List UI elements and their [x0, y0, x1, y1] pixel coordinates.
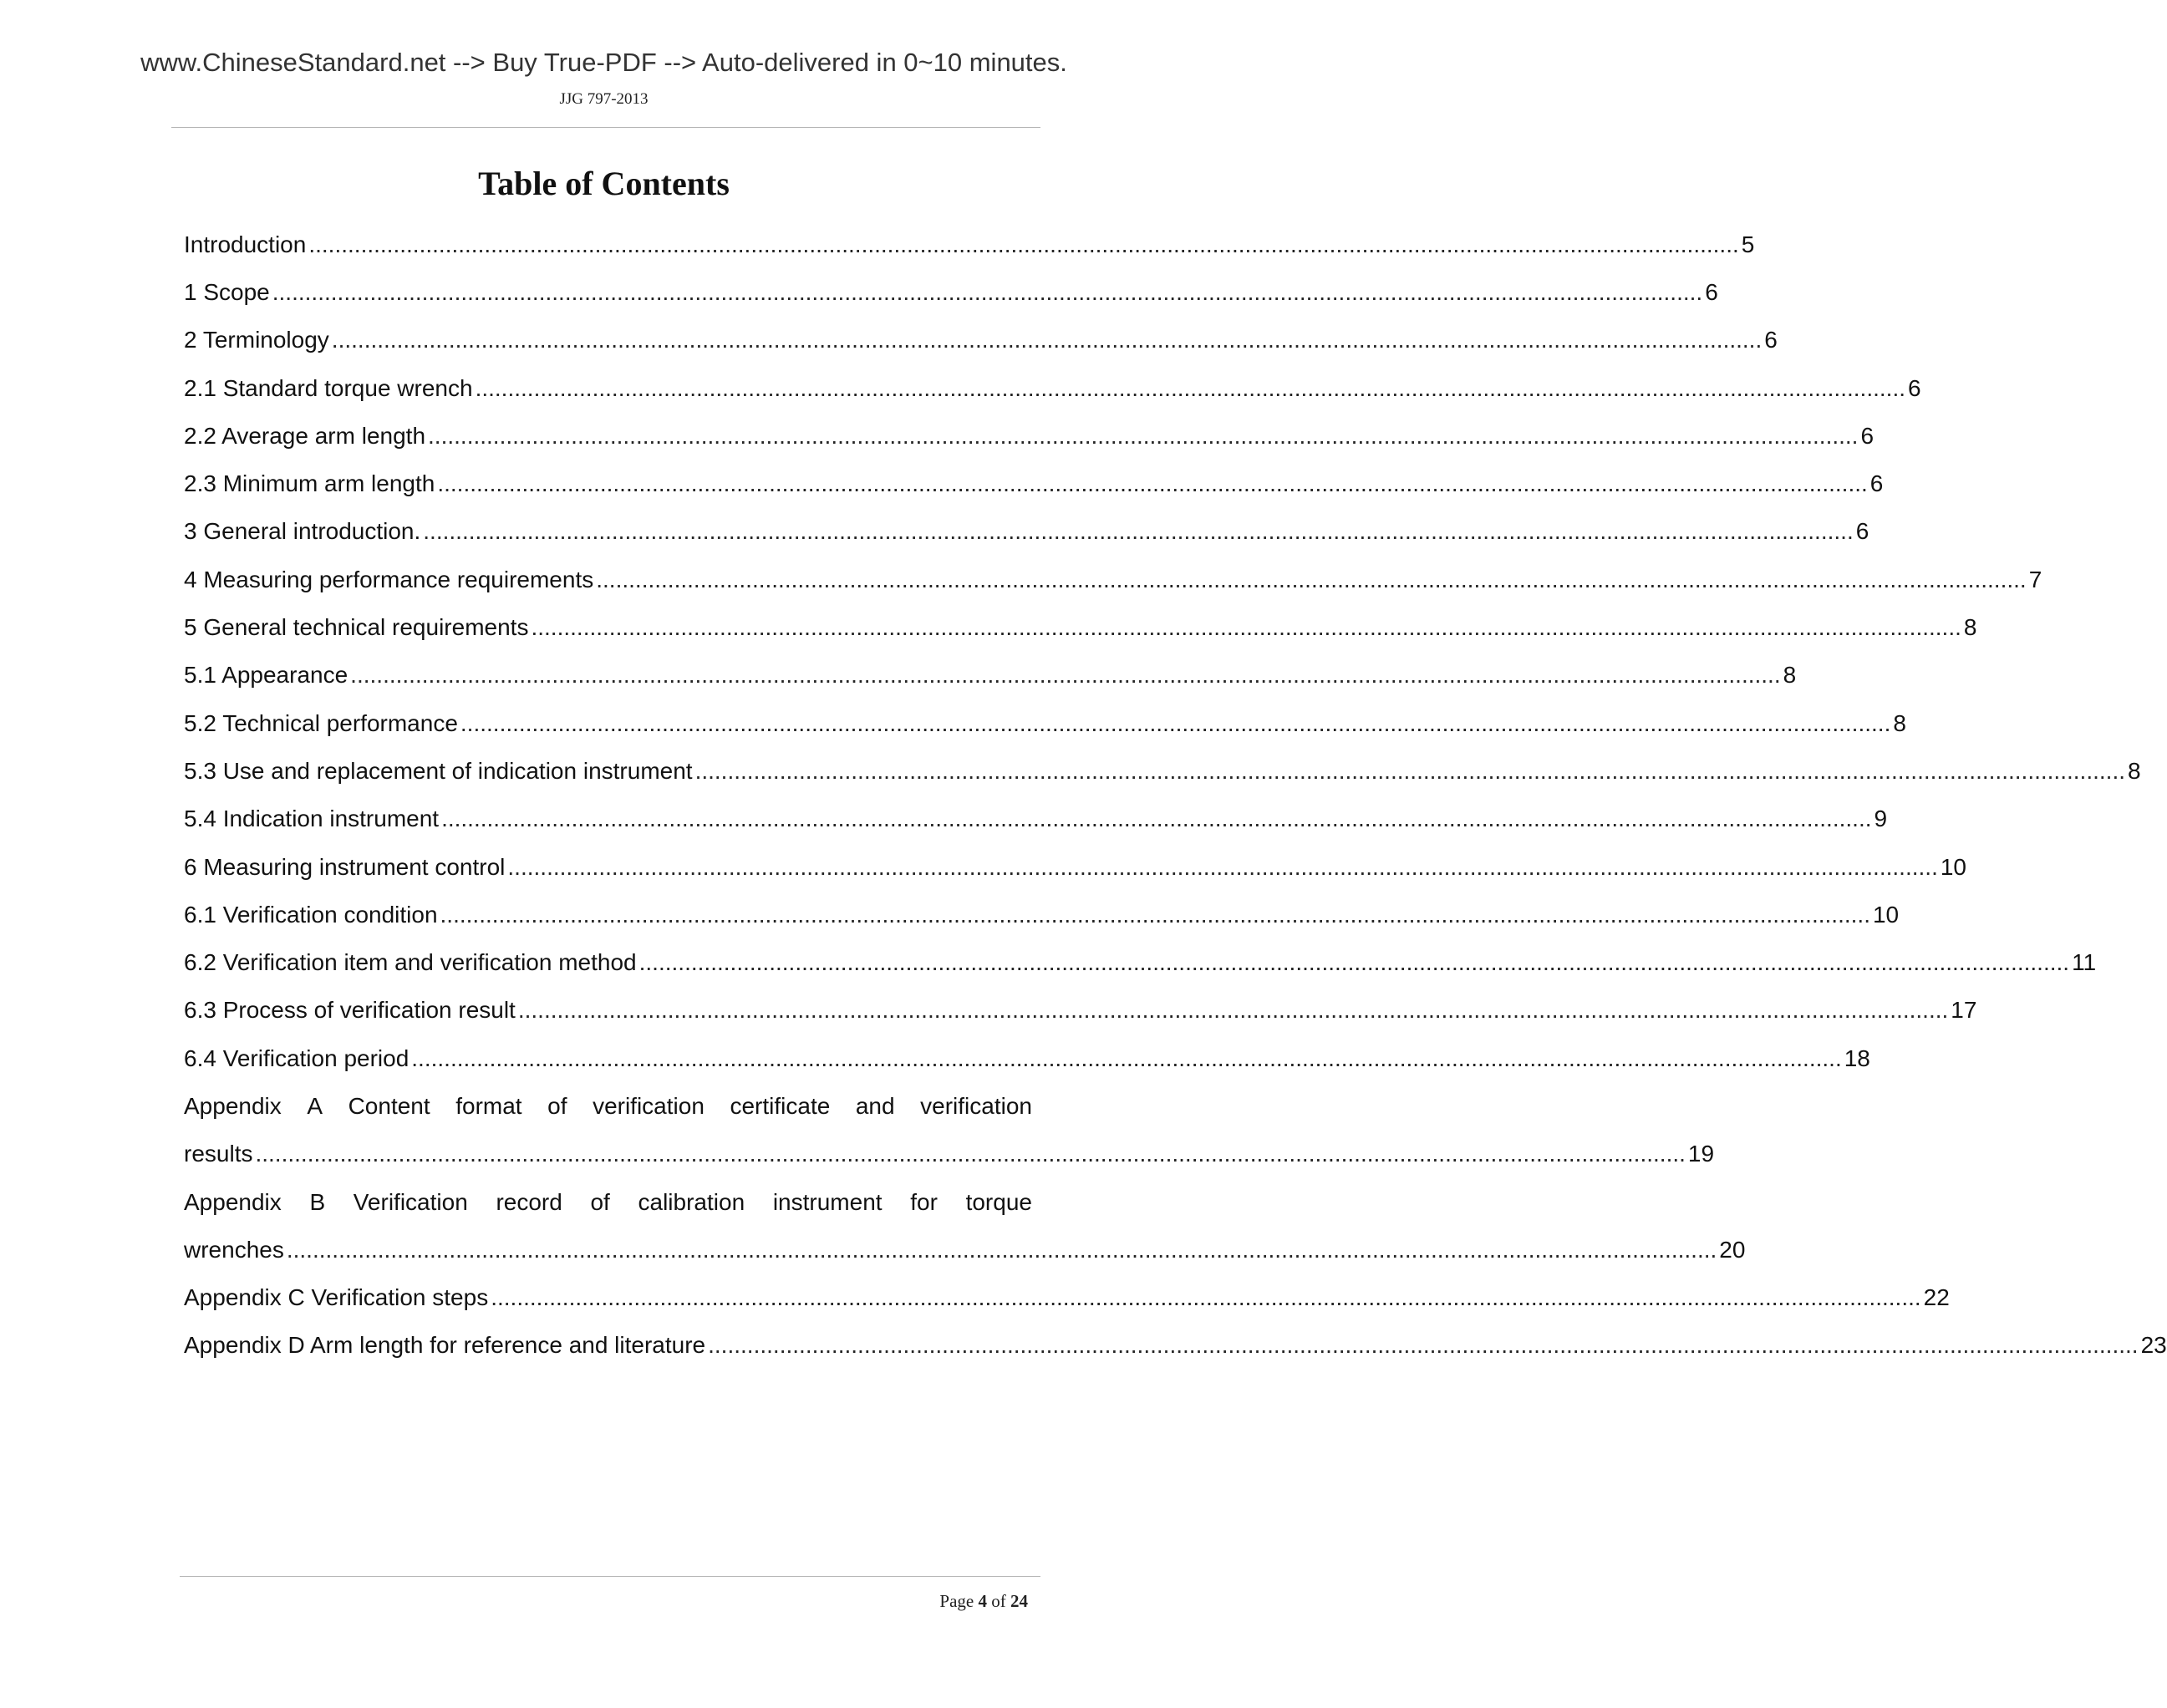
toc-leader-dots: ............................................................................................................................................................................................................................	[507, 853, 1938, 880]
toc-entry[interactable]	[184, 268, 1718, 316]
toc-page-number: 8	[1893, 709, 1906, 736]
toc-page-number: 6	[1908, 374, 1921, 401]
toc-entry[interactable]	[184, 508, 1869, 556]
toc-label: 4 Measuring performance requirements	[184, 566, 594, 592]
toc-label: 6.3 Process of verification result	[184, 997, 516, 1024]
toc-entry[interactable]	[184, 796, 1888, 843]
toc-entries	[184, 221, 2141, 1082]
toc-label: 2.1 Standard torque wrench	[184, 374, 473, 401]
toc-word: calibration	[638, 1188, 745, 1215]
toc-page-number: 6	[1869, 470, 1884, 497]
toc-word: B	[309, 1188, 326, 1215]
toc-leader-dots: ............................................................................................................................................................................................................................	[428, 422, 1859, 449]
header-divider	[171, 127, 1040, 128]
toc-label: 3 General introduction.	[184, 518, 421, 545]
toc-leader-dots: ............................................................................................................................................................................................................................	[491, 1284, 1921, 1311]
toc-appendix-c[interactable]	[184, 1274, 1950, 1322]
table-of-contents	[184, 221, 2167, 1370]
toc-page-number: 18	[1844, 1045, 1870, 1071]
toc-leader-dots: ............................................................................................................................................................................................................................	[423, 518, 1854, 545]
toc-leader-dots: ............................................................................................................................................................................................................................	[596, 566, 2027, 592]
toc-label: Appendix D Arm length for reference and literature	[184, 1332, 706, 1359]
toc-word: verification	[593, 1092, 705, 1119]
toc-leader-dots: ............................................................................................................................................................................................................................	[255, 1141, 1686, 1167]
toc-label: 6.4 Verification period	[184, 1045, 409, 1071]
toc-leader-dots: ............................................................................................................................................................................................................................	[638, 949, 2070, 976]
toc-page-number: 11	[2072, 949, 2097, 976]
toc-entry[interactable]	[184, 938, 2097, 986]
toc-entry[interactable]	[184, 747, 2141, 795]
toc-label: 2.2 Average arm length	[184, 422, 426, 449]
toc-leader-dots: ............................................................................................................................................................................................................................	[350, 662, 1781, 689]
toc-page-number: 6	[1705, 278, 1718, 305]
toc-leader-dots: ............................................................................................................................................................................................................................	[331, 327, 1763, 353]
toc-label: 2 Terminology	[184, 327, 329, 353]
toc-label: 5.2 Technical performance	[184, 709, 458, 736]
toc-label: wrenches	[184, 1236, 284, 1263]
toc-leader-dots: ............................................................................................................................................................................................................................	[708, 1332, 2139, 1359]
toc-word: for	[910, 1188, 938, 1215]
page-prefix: Page	[939, 1591, 974, 1611]
toc-page-number: 22	[1923, 1284, 1950, 1311]
toc-label: Appendix C Verification steps	[184, 1284, 489, 1311]
toc-word: Verification	[353, 1188, 468, 1215]
toc-leader-dots: ............................................................................................................................................................................................................................	[272, 278, 1703, 305]
toc-appendix-a-line2[interactable]	[184, 1131, 1715, 1178]
toc-word: torque	[965, 1188, 1032, 1215]
toc-leader-dots: ............................................................................................................................................................................................................................	[517, 997, 1949, 1024]
toc-leader-dots: ............................................................................................................................................................................................................................	[411, 1045, 1842, 1071]
toc-page-number: 19	[1687, 1141, 1715, 1167]
toc-label: Introduction	[184, 231, 307, 257]
toc-page-number: 8	[1783, 662, 1797, 689]
toc-appendix-b-line2[interactable]	[184, 1226, 1746, 1273]
page-current: 4	[978, 1591, 987, 1611]
toc-page-number: 6	[1860, 422, 1875, 449]
footer-divider	[180, 1576, 1040, 1577]
toc-label: 5.3 Use and replacement of indication instrument	[184, 757, 693, 784]
toc-page-number: 6	[1855, 518, 1869, 545]
toc-label: 6 Measuring instrument control	[184, 853, 506, 880]
toc-entry[interactable]	[184, 317, 1778, 364]
page-total: 24	[1010, 1591, 1028, 1611]
toc-page-number: 6	[1764, 327, 1778, 353]
toc-appendix-b-line1[interactable]	[184, 1178, 1032, 1226]
toc-label: 1 Scope	[184, 278, 270, 305]
toc-entry[interactable]	[184, 364, 1921, 412]
toc-page-number: 20	[1719, 1236, 1746, 1263]
toc-label: 5.1 Appearance	[184, 662, 348, 689]
toc-entry[interactable]	[184, 843, 1967, 891]
toc-leader-dots: ............................................................................................................................................................................................................................	[460, 709, 1891, 736]
toc-leader-dots: ............................................................................................................................................................................................................................	[531, 614, 1961, 641]
toc-word: Appendix	[184, 1092, 282, 1119]
toc-word: instrument	[772, 1188, 883, 1215]
toc-leader-dots: ............................................................................................................................................................................................................................	[308, 231, 1739, 257]
toc-word: A	[307, 1092, 323, 1119]
toc-word: Appendix	[184, 1188, 282, 1215]
toc-leader-dots: ............................................................................................................................................................................................................................	[694, 757, 2126, 784]
toc-entry[interactable]	[184, 1034, 1870, 1082]
page-indicator	[939, 1591, 1028, 1612]
toc-word: of	[547, 1092, 567, 1119]
toc-label: 5.4 Indication instrument	[184, 806, 440, 832]
toc-leader-dots: ............................................................................................................................................................................................................................	[475, 374, 1906, 401]
toc-leader-dots: ............................................................................................................................................................................................................................	[437, 470, 1868, 497]
toc-entry[interactable]	[184, 699, 1906, 747]
toc-page-number: 10	[1872, 901, 1900, 928]
toc-page-number: 8	[2128, 757, 2141, 784]
toc-page-number: 5	[1741, 231, 1755, 257]
toc-word: format	[455, 1092, 522, 1119]
toc-label: 6.1 Verification condition	[184, 901, 438, 928]
toc-label: 6.2 Verification item and verification method	[184, 949, 637, 976]
toc-label: 5 General technical requirements	[184, 614, 529, 641]
toc-entry[interactable]	[184, 460, 1884, 507]
toc-leader-dots: ............................................................................................................................................................................................................................	[440, 901, 1870, 928]
site-banner: www.ChineseStandard.net --> Buy True-PDF --> Auto-delivered in 0~10 minutes.	[140, 48, 1067, 77]
toc-word: Content	[348, 1092, 430, 1119]
toc-entry[interactable]	[184, 603, 1977, 651]
toc-page-number: 17	[1951, 997, 1977, 1024]
toc-entry[interactable]	[184, 556, 2042, 603]
toc-word: verification	[920, 1092, 1032, 1119]
toc-appendix-d[interactable]	[184, 1322, 2167, 1370]
toc-entry[interactable]	[184, 652, 1797, 699]
toc-word: certificate	[730, 1092, 831, 1119]
page-title: Table of Contents	[478, 165, 730, 202]
toc-page-number: 10	[1940, 853, 1967, 880]
toc-word: of	[590, 1188, 610, 1215]
toc-page-number: 7	[2028, 566, 2042, 592]
toc-appendix-a-line1[interactable]	[184, 1082, 1032, 1130]
page-of: of	[991, 1591, 1006, 1611]
toc-page-number: 9	[1874, 806, 1888, 832]
toc-label: 2.3 Minimum arm length	[184, 470, 435, 497]
toc-leader-dots: ............................................................................................................................................................................................................................	[441, 806, 1872, 832]
toc-word: and	[855, 1092, 895, 1119]
standard-code: JJG 797-2013	[559, 90, 649, 108]
toc-label: results	[184, 1141, 253, 1167]
toc-leader-dots: ............................................................................................................................................................................................................................	[286, 1236, 1717, 1263]
toc-word: record	[496, 1188, 562, 1215]
toc-entry[interactable]	[184, 221, 1755, 268]
toc-page-number: 23	[2140, 1332, 2167, 1359]
toc-page-number: 8	[1963, 614, 1977, 641]
toc-entry[interactable]	[184, 412, 1875, 460]
toc-entry[interactable]	[184, 987, 1977, 1034]
toc-entry[interactable]	[184, 891, 1900, 938]
